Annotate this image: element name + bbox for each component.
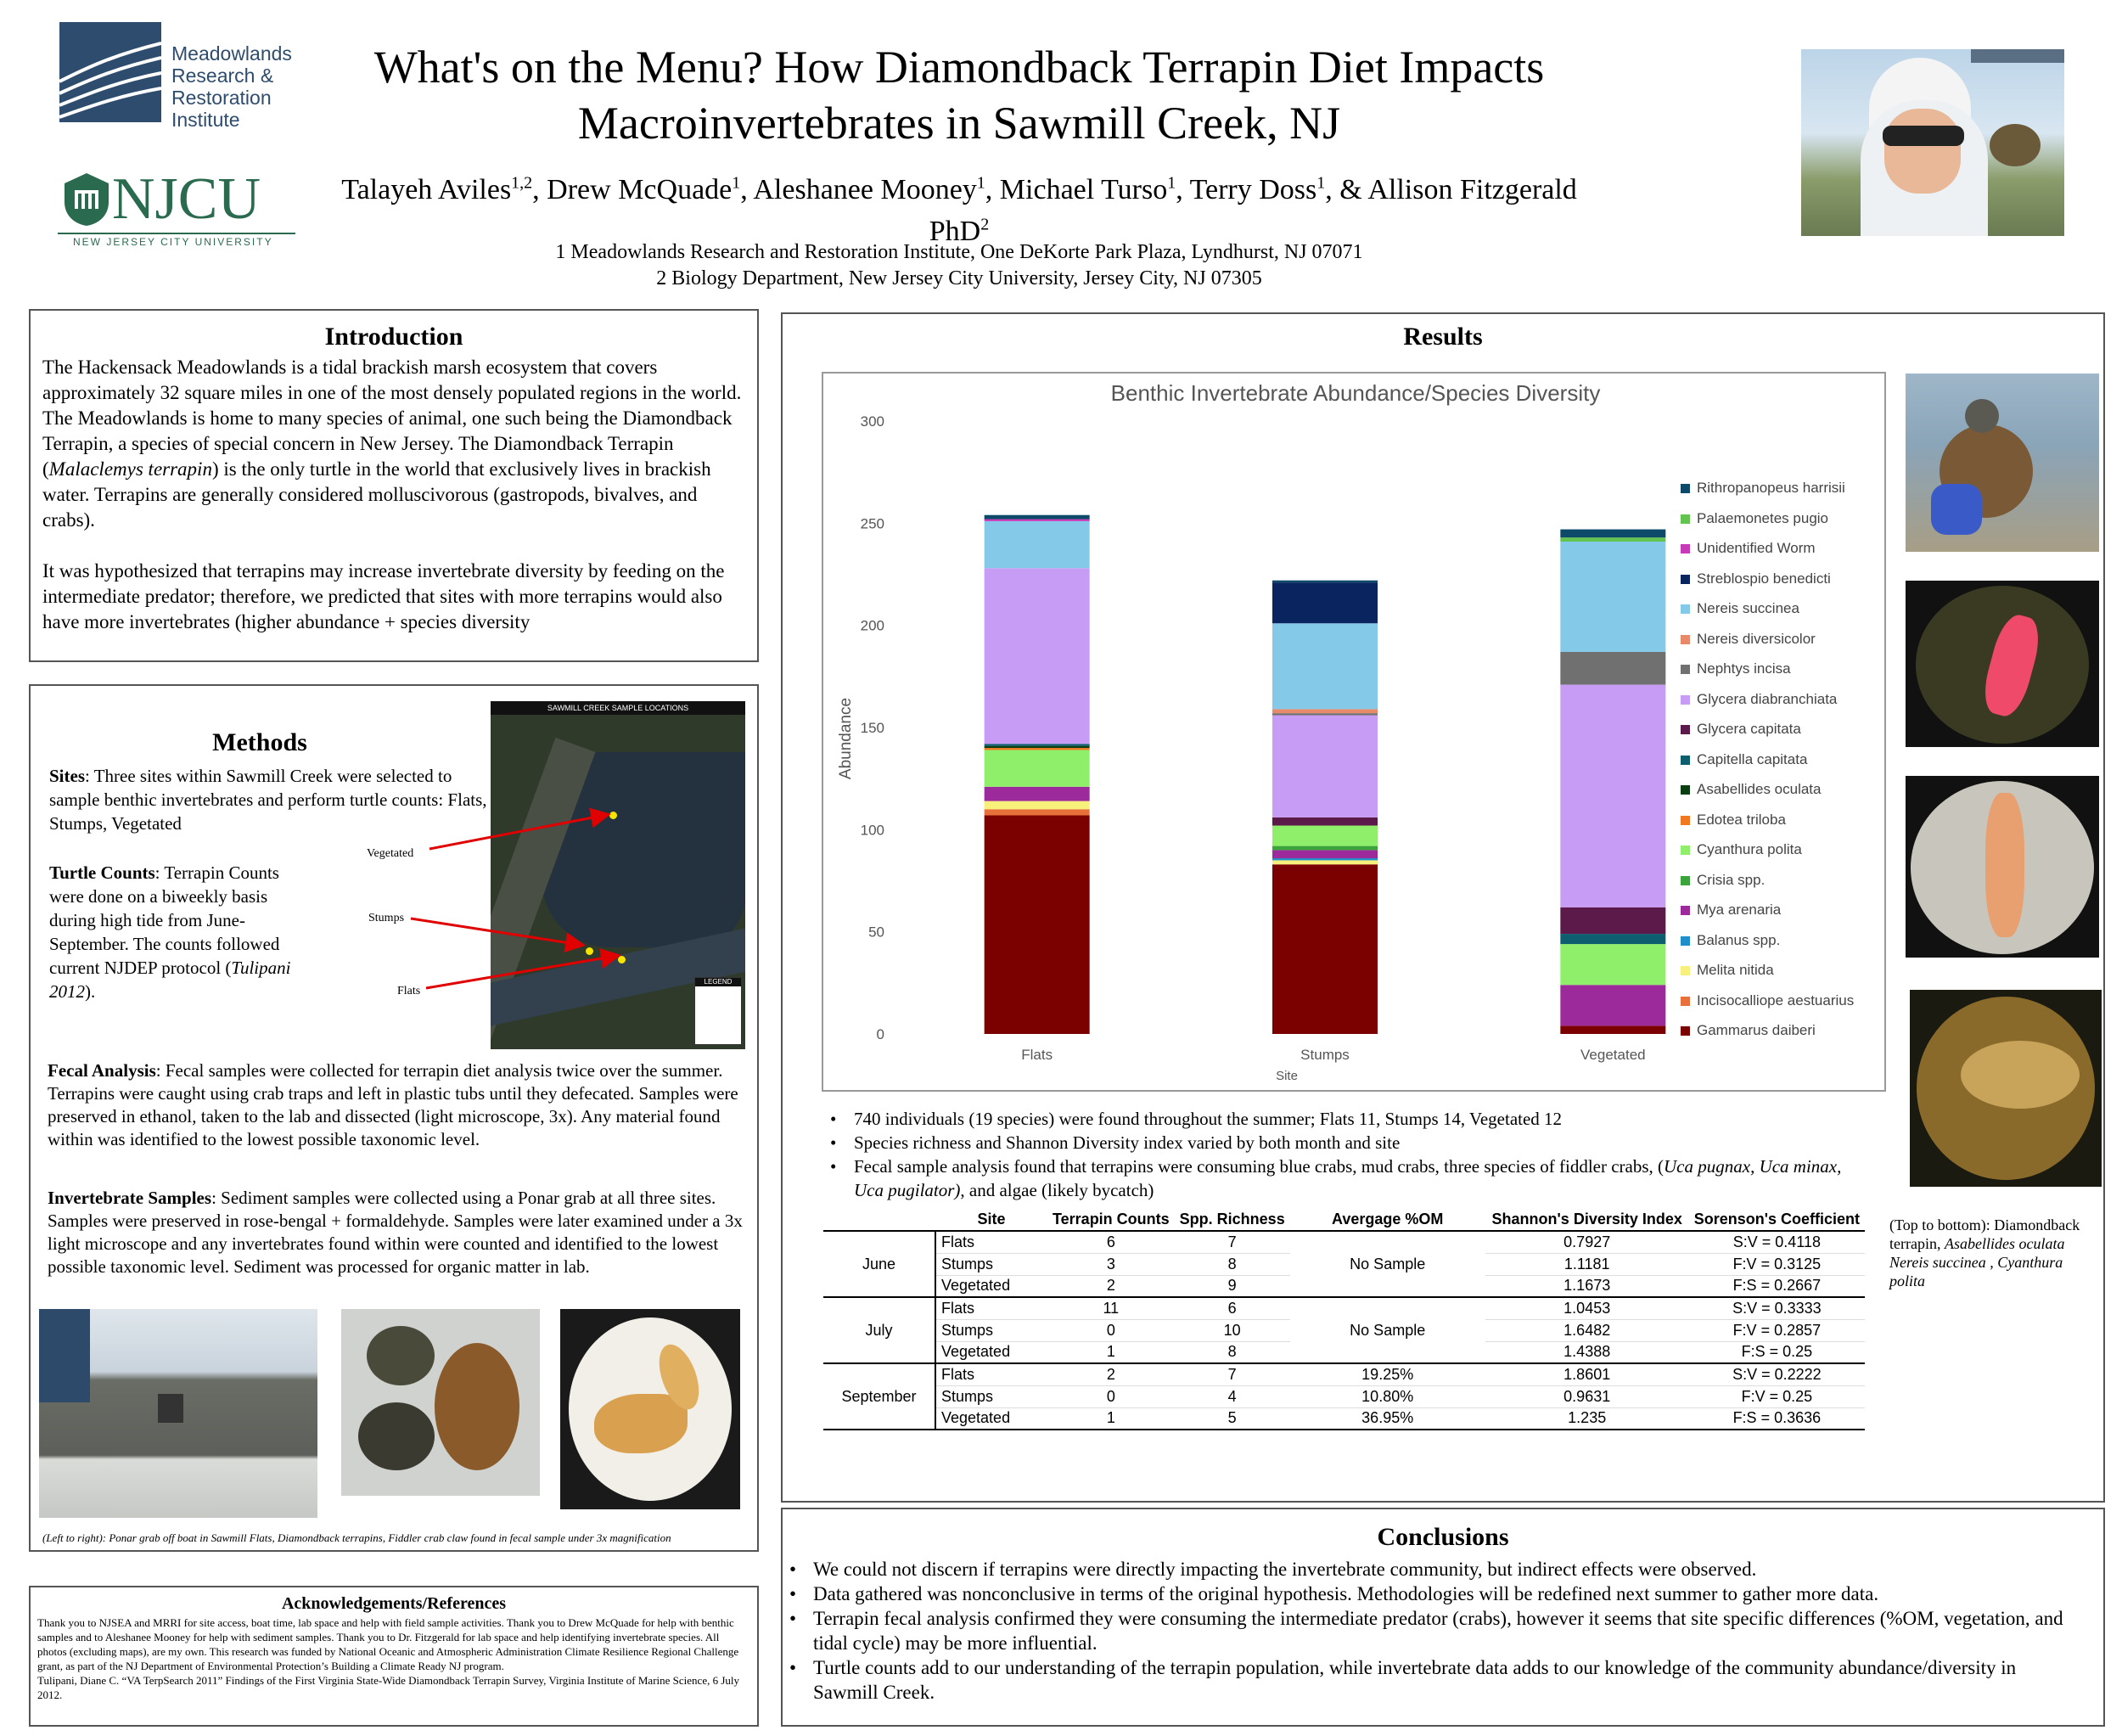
legend-label: Gammarus daiberi — [1697, 1022, 1816, 1038]
poster-title — [323, 39, 1596, 151]
table-row — [823, 1385, 1865, 1407]
bar-segment — [1272, 860, 1378, 864]
bar-segment — [1272, 581, 1378, 582]
legend-swatch — [1681, 514, 1690, 524]
legend-item — [1681, 510, 1828, 527]
table-cell-richness: 5 — [1175, 1407, 1290, 1430]
legend-swatch — [1681, 544, 1690, 553]
bar-segment — [985, 787, 1090, 801]
title-line: Macroinvertebrates in Sawmill Creek, NJ — [577, 98, 1341, 149]
table-cell-site: Vegetated — [935, 1341, 1047, 1363]
table-header: Shannon's Diversity Index — [1485, 1209, 1689, 1231]
table-cell-site: Vegetated — [935, 1407, 1047, 1430]
bar-segment — [985, 746, 1090, 748]
methods-title: Methods — [212, 728, 307, 756]
bar-segment — [985, 521, 1090, 568]
table-cell-om: No Sample — [1290, 1297, 1485, 1363]
legend-item — [1681, 962, 1774, 979]
bar-segment — [1272, 846, 1378, 851]
title-line: What's on the Menu? How Diamondback Terrapin Diet Impacts — [373, 42, 1545, 93]
conclusion-bullet: • Turtle counts add to our understanding of the terrapin population, while invertebrate data adds to our knowledge of the community abundance/diversity in Sawmill Creek. — [783, 1655, 2073, 1705]
y-tick-label: 200 — [860, 617, 884, 634]
photo-nereis — [1906, 776, 2099, 958]
legend-item — [1681, 1022, 1816, 1039]
table-cell-richness: 4 — [1175, 1385, 1290, 1407]
author-photo — [1801, 49, 2064, 236]
legend-label: Balanus spp. — [1697, 931, 1781, 948]
y-tick-label: 50 — [868, 924, 884, 941]
conclusion-bullet: • Terrapin fecal analysis confirmed they were consuming the intermediate predator (crabs), however it seems that site specific differences (%OM, vegetation, and tidal cycle) may be more influential. — [783, 1606, 2073, 1655]
table-cell-shannon: 1.1673 — [1485, 1275, 1689, 1297]
njcu-subtitle: NEW JERSEY CITY UNIVERSITY — [73, 236, 273, 248]
table-cell-site: Stumps — [935, 1253, 1047, 1275]
table-cell-site: Vegetated — [935, 1275, 1047, 1297]
legend-label: Glycera diabranchiata — [1697, 690, 1838, 707]
bar-segment — [1272, 582, 1378, 623]
map-label-flats: Flats — [397, 985, 421, 997]
bar-segment — [985, 815, 1090, 1034]
legend-item — [1681, 781, 1821, 798]
legend-swatch — [1681, 966, 1690, 975]
legend-swatch — [1681, 816, 1690, 825]
legend-swatch — [1681, 725, 1690, 734]
table-cell-shannon: 1.235 — [1485, 1407, 1689, 1430]
author-list — [323, 166, 1596, 249]
bar-segment — [1560, 934, 1665, 944]
author: Drew McQuade$^1$, — [547, 174, 754, 206]
y-tick-label: 300 — [860, 413, 884, 430]
table-header: Spp. Richness — [1175, 1209, 1290, 1231]
mrri-logo-line: Research & — [171, 65, 274, 87]
legend-label: Asabellides oculata — [1697, 781, 1822, 797]
table-month-cell: June — [823, 1231, 935, 1297]
x-category-label: Stumps — [1300, 1047, 1350, 1063]
table-cell-richness: 8 — [1175, 1253, 1290, 1275]
introduction-panel — [29, 309, 759, 662]
table-cell-richness: 8 — [1175, 1341, 1290, 1363]
bar-segment — [1560, 985, 1665, 1025]
mrri-logo-line: Restoration — [171, 87, 272, 109]
bar-segment — [1560, 944, 1665, 985]
bar-segment — [985, 748, 1090, 750]
legend-swatch — [1681, 936, 1690, 946]
legend-swatch — [1681, 695, 1690, 705]
x-category-label: Vegetated — [1580, 1047, 1646, 1063]
author: Aleshanee Mooney$^1$, — [753, 174, 1000, 206]
legend-swatch — [1681, 906, 1690, 915]
methods-sites: Sites: Three sites within Sawmill Creek were selected to sample benthic invertebrates and perform turtle counts: Flats, Stumps, Vegetated — [49, 766, 487, 834]
legend-swatch — [1681, 846, 1690, 855]
map-arrows — [31, 686, 761, 1042]
table-cell-terrapin: 0 — [1047, 1385, 1175, 1407]
bar-segment — [1560, 907, 1665, 934]
legend-item — [1681, 902, 1781, 919]
table-month-cell: September — [823, 1363, 935, 1430]
legend-swatch — [1681, 997, 1690, 1006]
table-cell-sorenson: S:V = 0.4118 — [1689, 1231, 1865, 1253]
table-header: Sorenson's Coefficient — [1689, 1209, 1865, 1231]
table-cell-shannon: 1.0453 — [1485, 1297, 1689, 1319]
methods-fecal-analysis: Fecal Analysis: Fecal samples were collected for terrapin diet analysis twice over the summer. Terrapins were caught using crab traps and left in plastic tubs until they defecated. Samples were preserved in ethanol, taken to the lab and dissected (light microscope, 3x). Any material found within was identified to the lowest possible taxonomic level. — [48, 1060, 738, 1149]
methods-panel — [29, 684, 759, 1552]
bar-segment — [1560, 1025, 1665, 1034]
table-cell-sorenson: S:V = 0.2222 — [1689, 1363, 1865, 1385]
bar-segment — [985, 809, 1090, 815]
results-photo-caption: (Top to bottom): Diamondback terrapin, Asabellides oculata Nereis succinea , Cyanthura polita — [1889, 1216, 2080, 1289]
chart-x-label: Site — [1276, 1069, 1298, 1083]
results-table — [823, 1209, 1865, 1430]
bar-segment — [1272, 817, 1378, 826]
table-cell-sorenson: F:S = 0.3636 — [1689, 1407, 1865, 1430]
bar-segment — [1272, 864, 1378, 1034]
results-bullet: • Species richness and Shannon Diversity index varied by both month and site — [823, 1131, 1859, 1155]
conclusions-panel — [781, 1508, 2105, 1727]
bar-segment — [1272, 826, 1378, 846]
njcu-seal-icon — [61, 171, 112, 228]
table-header: Terrapin Counts — [1047, 1209, 1175, 1231]
affiliation-2: 2 Biology Department, New Jersey City University, Jersey City, NJ 07305 — [656, 267, 1262, 289]
table-cell-sorenson: F:V = 0.3125 — [1689, 1253, 1865, 1275]
photo-ponar-grab — [39, 1309, 317, 1518]
table-cell-site: Flats — [935, 1363, 1047, 1385]
table-cell-om: No Sample — [1290, 1231, 1485, 1297]
bar-segment — [1560, 537, 1665, 542]
results-title: Results — [1403, 323, 1483, 351]
y-tick-label: 100 — [860, 822, 884, 839]
results-bullet: • 740 individuals (19 species) were found throughout the summer; Flats 11, Stumps 14, Vegetated 12 — [823, 1107, 1859, 1131]
bar-segment — [1272, 716, 1378, 817]
photo-asabellides — [1906, 581, 2099, 747]
table-cell-richness: 10 — [1175, 1319, 1290, 1341]
table-cell-sorenson: F:S = 0.25 — [1689, 1341, 1865, 1363]
bar-segment — [1272, 713, 1378, 715]
y-tick-label: 250 — [860, 515, 884, 532]
table-cell-shannon: 1.1181 — [1485, 1253, 1689, 1275]
legend-label: Nereis diversicolor — [1697, 630, 1816, 647]
table-row — [823, 1407, 1865, 1430]
table-cell-shannon: 1.4388 — [1485, 1341, 1689, 1363]
map-label-stumps: Stumps — [368, 912, 405, 924]
legend-item — [1681, 751, 1807, 768]
legend-label: Streblospio benedicti — [1697, 570, 1831, 587]
results-bullets — [823, 1107, 1859, 1202]
bar-segment — [1272, 850, 1378, 858]
legend-label: Melita nitida — [1697, 962, 1774, 978]
bar-segment — [1560, 542, 1665, 652]
acknowledgements-title: Acknowledgements/References — [281, 1594, 506, 1613]
table-cell-richness: 7 — [1175, 1231, 1290, 1253]
conclusion-bullet: • Data gathered was nonconclusive in terms of the original hypothesis. Methodologies will be redefined next summer to gather more data. — [783, 1582, 2073, 1606]
photo-crab-claw — [560, 1309, 740, 1509]
table-cell-site: Flats — [935, 1297, 1047, 1319]
bar-segment — [985, 520, 1090, 521]
legend-item — [1681, 631, 1816, 648]
table-cell-terrapin: 6 — [1047, 1231, 1175, 1253]
legend-item — [1681, 600, 1799, 617]
bar-segment — [1272, 709, 1378, 713]
table-cell-shannon: 1.6482 — [1485, 1319, 1689, 1341]
methods-turtle-counts: Turtle Counts: Terrapin Counts were done on a biweekly basis during high tide from June-September. The counts followed current NJDEP protocol (Tulipani 2012). — [49, 862, 291, 1002]
affiliations — [323, 239, 1596, 292]
legend-item — [1681, 721, 1801, 738]
table-cell-terrapin: 2 — [1047, 1275, 1175, 1297]
table-cell-terrapin: 1 — [1047, 1407, 1175, 1430]
table-cell-site: Stumps — [935, 1385, 1047, 1407]
legend-swatch — [1681, 575, 1690, 584]
legend-label: Glycera capitata — [1697, 721, 1801, 737]
legend-label: Edotea triloba — [1697, 811, 1786, 828]
conclusions-bullets — [783, 1557, 2073, 1705]
table-header-row — [823, 1209, 1865, 1231]
legend-swatch — [1681, 484, 1690, 493]
author: Terry Doss$^1$, & — [1189, 174, 1368, 206]
table-cell-site: Flats — [935, 1231, 1047, 1253]
methods-invertebrate-samples: Invertebrate Samples: Sediment samples were collected using a Ponar grab at all three sites. Samples were preserved in rose-bengal + formaldehyde. Samples were later examined under a 3x light microscope and any invertebrates found within were counted and identified to the lowest possible taxonomic level. Sediment was processed for organic matter in lab. — [48, 1188, 743, 1277]
legend-label: Crisia spp. — [1697, 871, 1766, 888]
legend-swatch — [1681, 1026, 1690, 1036]
map-title: SAWMILL CREEK SAMPLE LOCATIONS — [491, 701, 745, 715]
njcu-wordmark: NJCU — [112, 166, 261, 232]
table-cell-sorenson: F:S = 0.2667 — [1689, 1275, 1865, 1297]
bar-segment — [1560, 530, 1665, 538]
table-cell-shannon: 1.8601 — [1485, 1363, 1689, 1385]
bar-segment — [985, 750, 1090, 786]
njcu-logo — [56, 166, 302, 248]
legend-label: Rithropanopeus harrisii — [1697, 480, 1845, 496]
author: Talayeh Aviles$^{1,2}$, — [341, 174, 547, 206]
bar-segment — [985, 744, 1090, 745]
table-cell-sorenson: S:V = 0.3333 — [1689, 1297, 1865, 1319]
photo-diamondback-terrapin — [1906, 374, 2099, 552]
results-bullet: • Fecal sample analysis found that terrapins were consuming blue crabs, mud crabs, three species of fiddler crabs, (Uca pugnax, Uca minax, Uca pugilator), and algae (likely bycatch) — [823, 1155, 1859, 1202]
table-cell-terrapin: 0 — [1047, 1319, 1175, 1341]
legend-item — [1681, 660, 1791, 677]
introduction-paragraph: The Hackensack Meadowlands is a tidal brackish marsh ecosystem that covers approximately 32 square miles in one of the most densely populated regions in the world. The Meadowlands is home to many species of animal, one such being the Diamondback Terrapin, a species of special concern in New Jersey. The Diamondback Terrapin (Malaclemys terrapin) is the only turtle in the world that exclusively lives in brackish water. Terrapins are generally considered molluscivorous (gastropods, bivalves, and crabs). — [42, 357, 742, 531]
map-label-vegetated: Vegetated — [367, 847, 414, 860]
legend-label: Mya arenaria — [1697, 902, 1782, 918]
author: Allison Fitzgerald PhD$^2$ — [929, 174, 1577, 247]
photo-terrapins — [341, 1309, 540, 1496]
map-legend-title: LEGEND — [695, 978, 741, 986]
table-cell-shannon: 0.9631 — [1485, 1385, 1689, 1407]
table-cell-om: 19.25% — [1290, 1363, 1485, 1385]
mrri-logo-line: Meadowlands — [171, 42, 292, 65]
legend-swatch — [1681, 604, 1690, 614]
legend-swatch — [1681, 635, 1690, 644]
y-tick-label: 150 — [860, 720, 884, 736]
legend-item — [1681, 932, 1780, 949]
table-cell-terrapin: 1 — [1047, 1341, 1175, 1363]
table-header: Site — [935, 1209, 1047, 1231]
legend-item — [1681, 480, 1845, 497]
mrri-logo-line: Institute — [171, 109, 240, 131]
acknowledgements-text: Thank you to NJSEA and MRRI for site access, boat time, lab space and help with field sample activities. Thank you to Drew McQuade for help with benthic samples and to Aleshanee Mooney for help with sediment samples. Thank you to Dr. Fitzgerald for lab space and help identifying invertebrate species. All photos (excluding maps), are my own. This research was funded by National Oceanic and Atmospheric Administration Climate Resilience Regional Challenge grant, as part of the NJ Department of Environmental Protection’s Building a Climate Ready NJ program. — [37, 1616, 739, 1672]
acknowledgements-panel — [29, 1586, 759, 1727]
table-cell-richness: 7 — [1175, 1363, 1290, 1385]
legend-item — [1681, 570, 1831, 587]
bar-segment — [1560, 652, 1665, 685]
table-row — [823, 1297, 1865, 1319]
bar-segment — [985, 568, 1090, 744]
photo-cyanthura — [1910, 990, 2102, 1187]
table-cell-om: 36.95% — [1290, 1407, 1485, 1430]
legend-swatch — [1681, 756, 1690, 765]
bar-segment — [1272, 623, 1378, 709]
legend-label: Incisocalliope aestuarius — [1697, 992, 1855, 1008]
legend-item — [1681, 540, 1816, 557]
bar-segment — [985, 801, 1090, 810]
table-cell-terrapin: 3 — [1047, 1253, 1175, 1275]
bar-segment — [985, 515, 1090, 520]
legend-item — [1681, 691, 1837, 708]
table-cell-om: 10.80% — [1290, 1385, 1485, 1407]
chart-y-label: Abundance — [837, 697, 855, 780]
legend-label: Palaemonetes pugio — [1697, 509, 1829, 526]
table-row — [823, 1231, 1865, 1253]
legend-item — [1681, 841, 1802, 858]
table-cell-richness: 9 — [1175, 1275, 1290, 1297]
conclusion-bullet: • We could not discern if terrapins were directly impacting the invertebrate community, but indirect effects were observed. — [783, 1557, 2073, 1582]
bar-segment — [1272, 858, 1378, 860]
table-cell-sorenson: F:V = 0.2857 — [1689, 1319, 1865, 1341]
legend-swatch — [1681, 665, 1690, 674]
table-cell-site: Stumps — [935, 1319, 1047, 1341]
legend-swatch — [1681, 785, 1690, 795]
introduction-paragraph: It was hypothesized that terrapins may increase invertebrate diversity by feeding on the intermediate predator; therefore, we predicted that sites with more terrapins would also have more invertebrates (higher abundance + species diversity — [42, 560, 725, 632]
table-cell-terrapin: 11 — [1047, 1297, 1175, 1319]
table-month-cell: July — [823, 1297, 935, 1363]
author: Michael Turso$^1$, — [999, 174, 1190, 206]
legend-label: Capitella capitata — [1697, 750, 1808, 767]
table-cell-richness: 6 — [1175, 1297, 1290, 1319]
legend-swatch — [1681, 876, 1690, 885]
bar-segment — [1560, 684, 1665, 907]
table-cell-sorenson: F:V = 0.25 — [1689, 1385, 1865, 1407]
y-tick-label: 0 — [876, 1026, 884, 1042]
x-category-label: Flats — [1021, 1047, 1053, 1063]
chart-title: Benthic Invertebrate Abundance/Species Diversity — [1110, 380, 1601, 406]
legend-label: Cyanthura polita — [1697, 841, 1802, 857]
legend-label: Nereis succinea — [1697, 600, 1799, 616]
introduction-text — [31, 355, 757, 635]
table-row — [823, 1363, 1865, 1385]
reference-text: Tulipani, Diane C. “VA TerpSearch 2011” Findings of the First Virginia State-Wide Diamondback Terrapin Survey, Virginia Institute of Marine Science, 6 July 2012. — [37, 1674, 740, 1701]
introduction-title: Introduction — [324, 323, 463, 351]
mrri-logo — [59, 22, 297, 132]
legend-label: Nephtys incisa — [1697, 660, 1791, 677]
legend-item — [1681, 872, 1765, 889]
legend-item — [1681, 812, 1786, 829]
methods-photo-caption: (Left to right): Ponar grab off boat in Sawmill Flats, Diamondback terrapins, Fiddler crab claw found in fecal sample under 3x magnification — [42, 1531, 671, 1544]
legend-label: Unidentified Worm — [1697, 540, 1816, 556]
conclusions-title: Conclusions — [1377, 1523, 1509, 1551]
mrri-wave-icon — [59, 22, 161, 122]
table-cell-shannon: 0.7927 — [1485, 1231, 1689, 1253]
table-header: Avergage %OM — [1290, 1209, 1485, 1231]
affiliation-1: 1 Meadowlands Research and Restoration Institute, One DeKorte Park Plaza, Lyndhurst, NJ 07071 — [555, 241, 1363, 263]
table-cell-terrapin: 2 — [1047, 1363, 1175, 1385]
legend-item — [1681, 992, 1854, 1009]
